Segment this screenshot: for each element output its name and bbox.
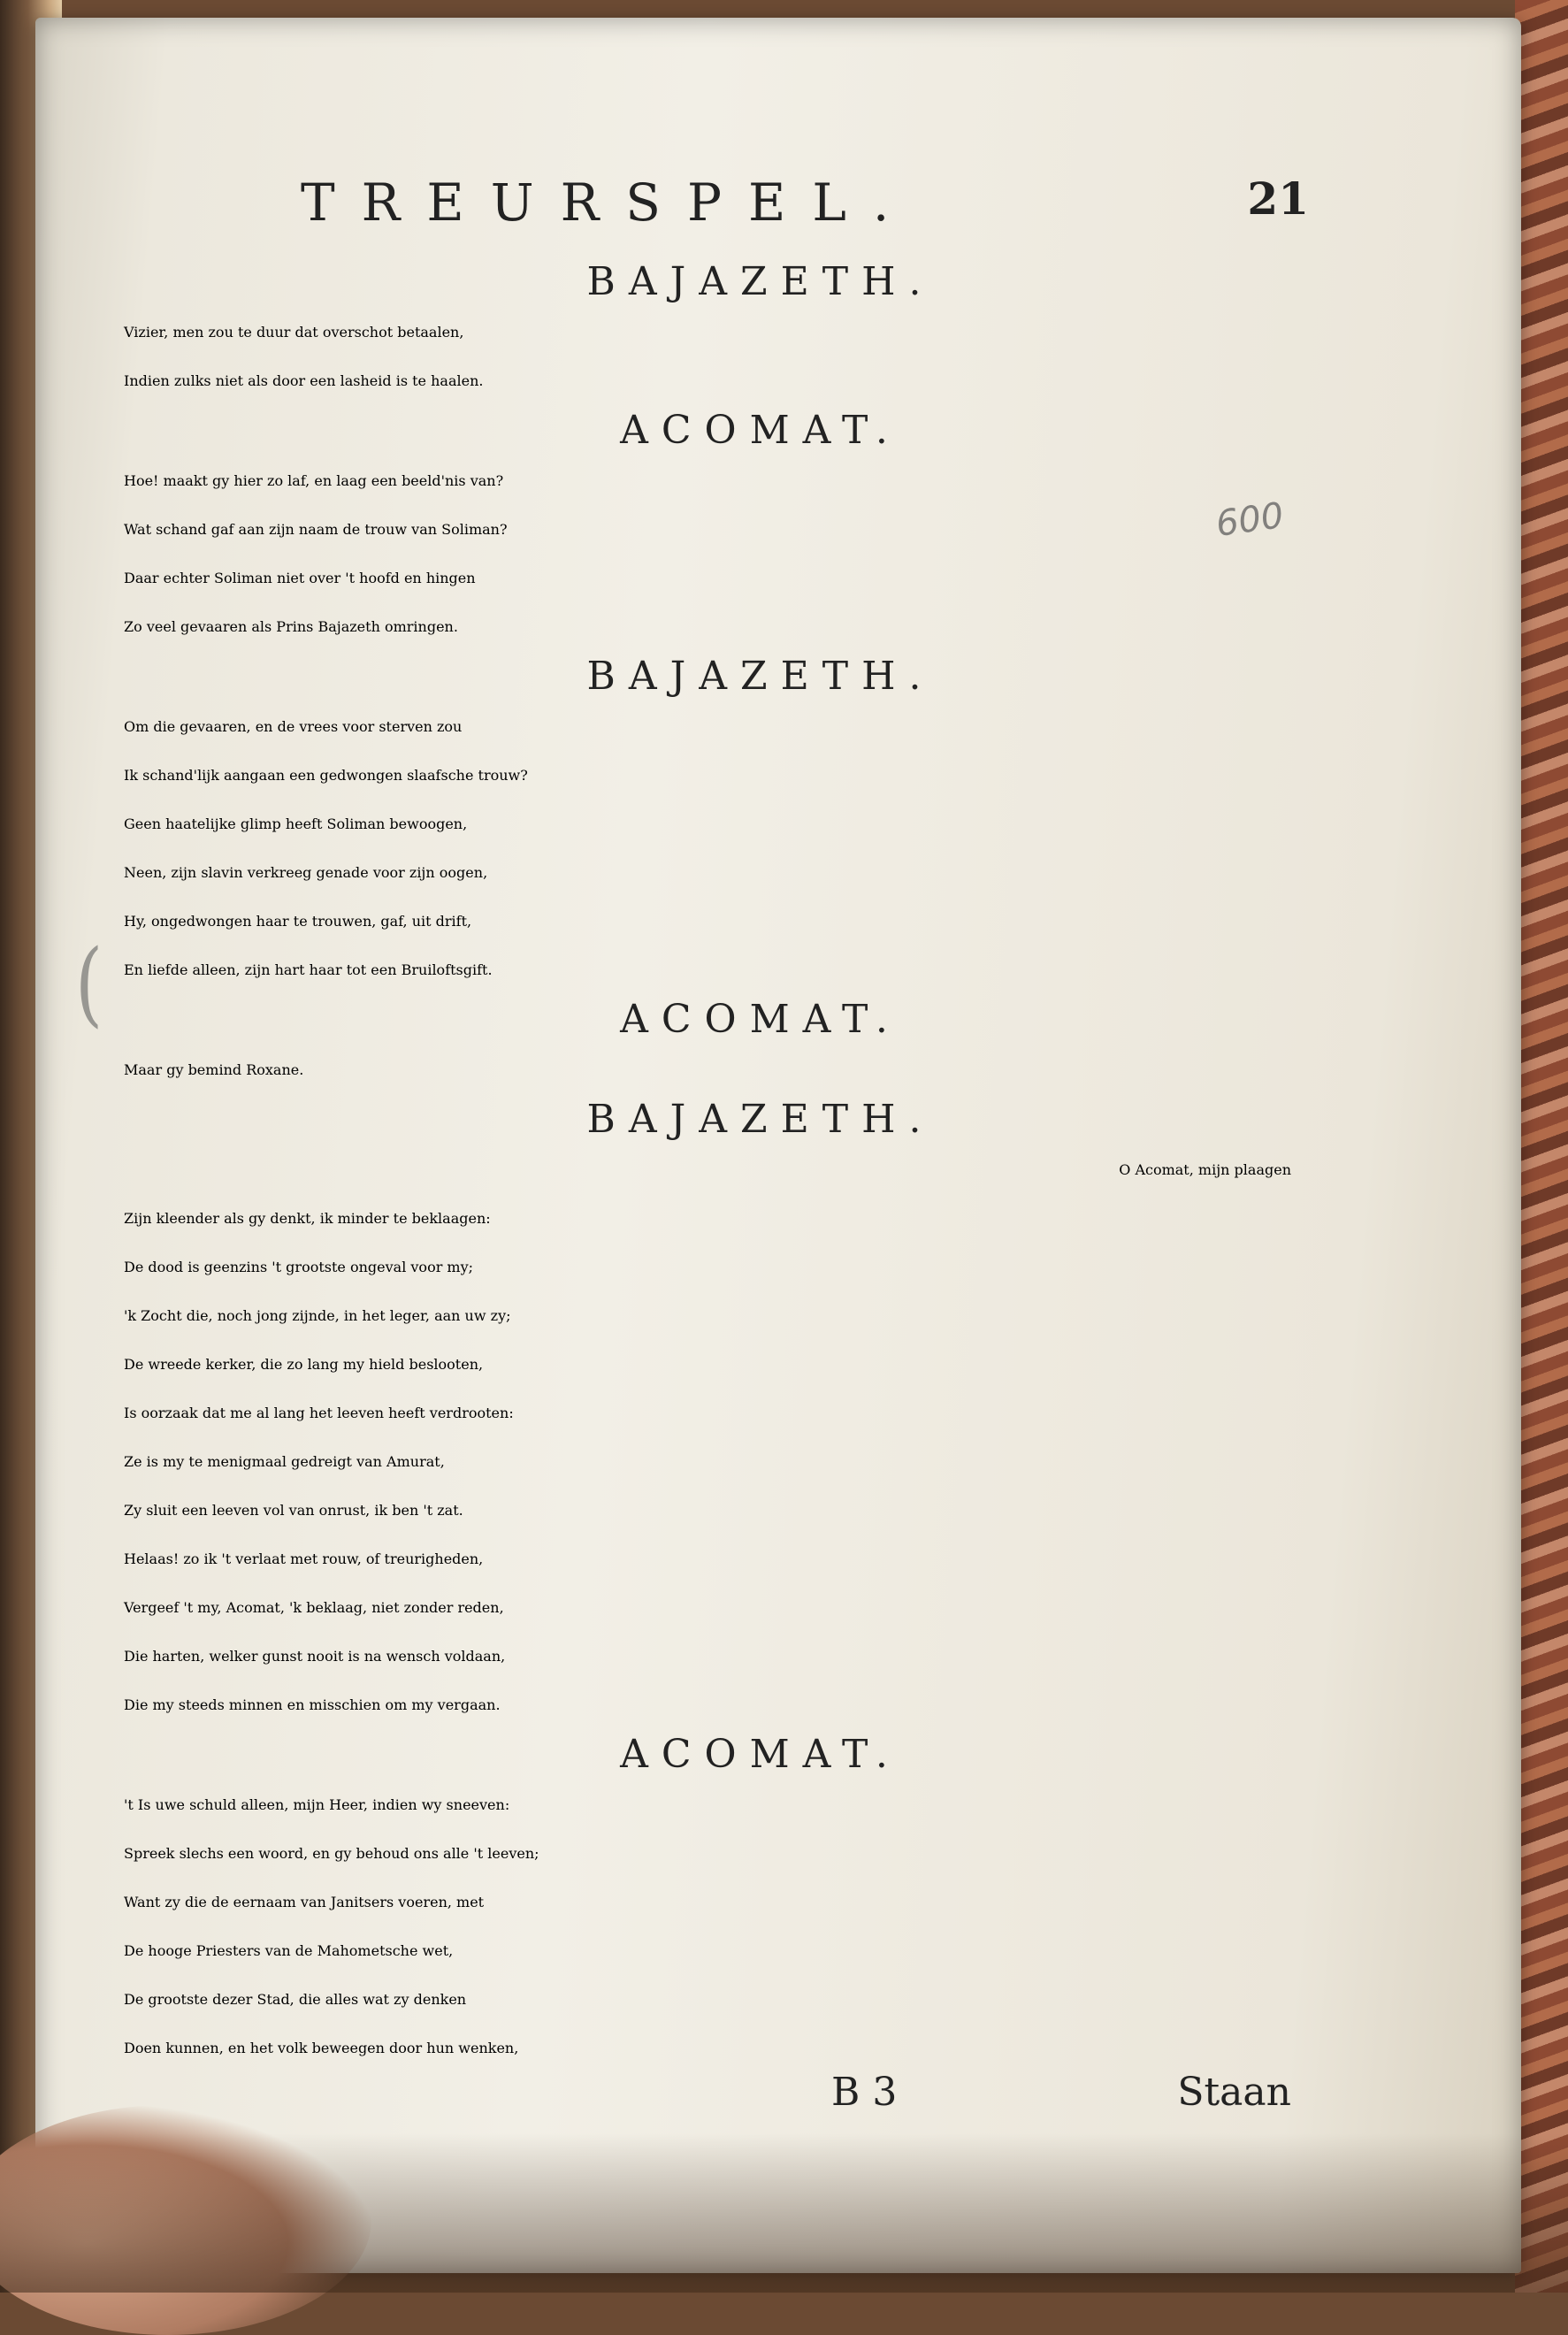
verse-line: Helaas! zo ik 't verlaat met rouw, of treurigheden, bbox=[124, 1550, 484, 1567]
verse-line: De grootste dezer Stad, die alles wat zy denken bbox=[124, 1991, 467, 2008]
verse-line: Geen haatelijke glimp heeft Soliman bewoogen, bbox=[124, 815, 468, 832]
verse-line: De dood is geenzins 't grootste ongeval voor my; bbox=[124, 1259, 474, 1275]
verse-line: Die harten, welker gunst nooit is na wensch voldaan, bbox=[124, 1648, 506, 1665]
verse-line: De wreede kerker, die zo lang my hield beslooten, bbox=[124, 1356, 484, 1373]
verse-line: Neen, zijn slavin verkreeg genade voor zijn oogen, bbox=[124, 864, 488, 881]
speaker-name: BAJAZETH. bbox=[586, 1097, 935, 1142]
verse-line: Want zy die de eernaam van Janitsers voeren, met bbox=[124, 1894, 485, 1910]
speaker-name: BAJAZETH. bbox=[586, 654, 935, 699]
page-number: 21 bbox=[1247, 172, 1309, 225]
verse-line-continuation: O Acomat, mijn plaagen bbox=[1119, 1161, 1291, 1178]
bottom-shadow bbox=[0, 2133, 1568, 2293]
verse-line: Spreek slechs een woord, en gy behoud ons alle 't leeven; bbox=[124, 1845, 539, 1862]
verse-line: Vergeef 't my, Acomat, 'k beklaag, niet zonder reden, bbox=[124, 1599, 504, 1616]
verse-line: Zy sluit een leeven vol van onrust, ik ben 't zat. bbox=[124, 1502, 463, 1519]
running-title: TREURSPEL. bbox=[301, 172, 916, 233]
verse-line: Daar echter Soliman niet over 't hoofd en hingen bbox=[124, 570, 476, 586]
verse-line: 'k Zocht die, noch jong zijnde, in het leger, aan uw zy; bbox=[124, 1307, 511, 1324]
verse-line: Ze is my te menigmaal gedreigt van Amurat, bbox=[124, 1453, 445, 1470]
signature-mark: B 3 bbox=[831, 2070, 898, 2115]
verse-line: De hooge Priesters van de Mahometsche wet, bbox=[124, 1942, 454, 1959]
verse-line: Die my steeds minnen en misschien om my vergaan. bbox=[124, 1696, 501, 1713]
speaker-name: BAJAZETH. bbox=[586, 259, 935, 304]
verse-line: En liefde alleen, zijn hart haar tot een Bruiloftsgift. bbox=[124, 961, 493, 978]
catchword: Staan bbox=[1177, 2070, 1291, 2115]
marbled-cover-edge bbox=[1515, 0, 1568, 2293]
handwritten-bracket-mark: ( bbox=[75, 930, 103, 1037]
verse-line: Zijn kleender als gy denkt, ik minder te beklaagen: bbox=[124, 1210, 491, 1227]
verse-line: Ik schand'lijk aangaan een gedwongen slaafsche trouw? bbox=[124, 767, 528, 784]
book-page bbox=[35, 18, 1521, 2273]
speaker-name: ACOMAT. bbox=[620, 408, 901, 453]
verse-line: Zo veel gevaaren als Prins Bajazeth omringen. bbox=[124, 618, 458, 635]
verse-line: Indien zulks niet als door een lasheid is te haalen. bbox=[124, 372, 484, 389]
page-header bbox=[301, 172, 1309, 234]
verse-line: Hy, ongedwongen haar te trouwen, gaf, uit drift, bbox=[124, 913, 472, 930]
handwritten-line-number: 600 bbox=[1213, 494, 1287, 546]
verse-line: Vizier, men zou te duur dat overschot betaalen, bbox=[124, 324, 464, 341]
verse-line: Doen kunnen, en het volk beweegen door hun wenken, bbox=[124, 2040, 519, 2056]
verse-line: Maar gy bemind Roxane. bbox=[124, 1061, 304, 1078]
page-footer bbox=[831, 2070, 1291, 2123]
verse-line: Om die gevaaren, en de vrees voor sterven zou bbox=[124, 718, 463, 735]
verse-line: Is oorzaak dat me al lang het leeven heeft verdrooten: bbox=[124, 1405, 514, 1421]
verse-line: Hoe! maakt gy hier zo laf, en laag een beeld'nis van? bbox=[124, 472, 504, 489]
speaker-name: ACOMAT. bbox=[620, 1732, 901, 1777]
verse-line: 't Is uwe schuld alleen, mijn Heer, indien wy sneeven: bbox=[124, 1796, 510, 1813]
verse-line: Wat schand gaf aan zijn naam de trouw van Soliman? bbox=[124, 521, 508, 538]
speaker-name: ACOMAT. bbox=[620, 997, 901, 1042]
verse-text bbox=[124, 256, 1362, 2072]
